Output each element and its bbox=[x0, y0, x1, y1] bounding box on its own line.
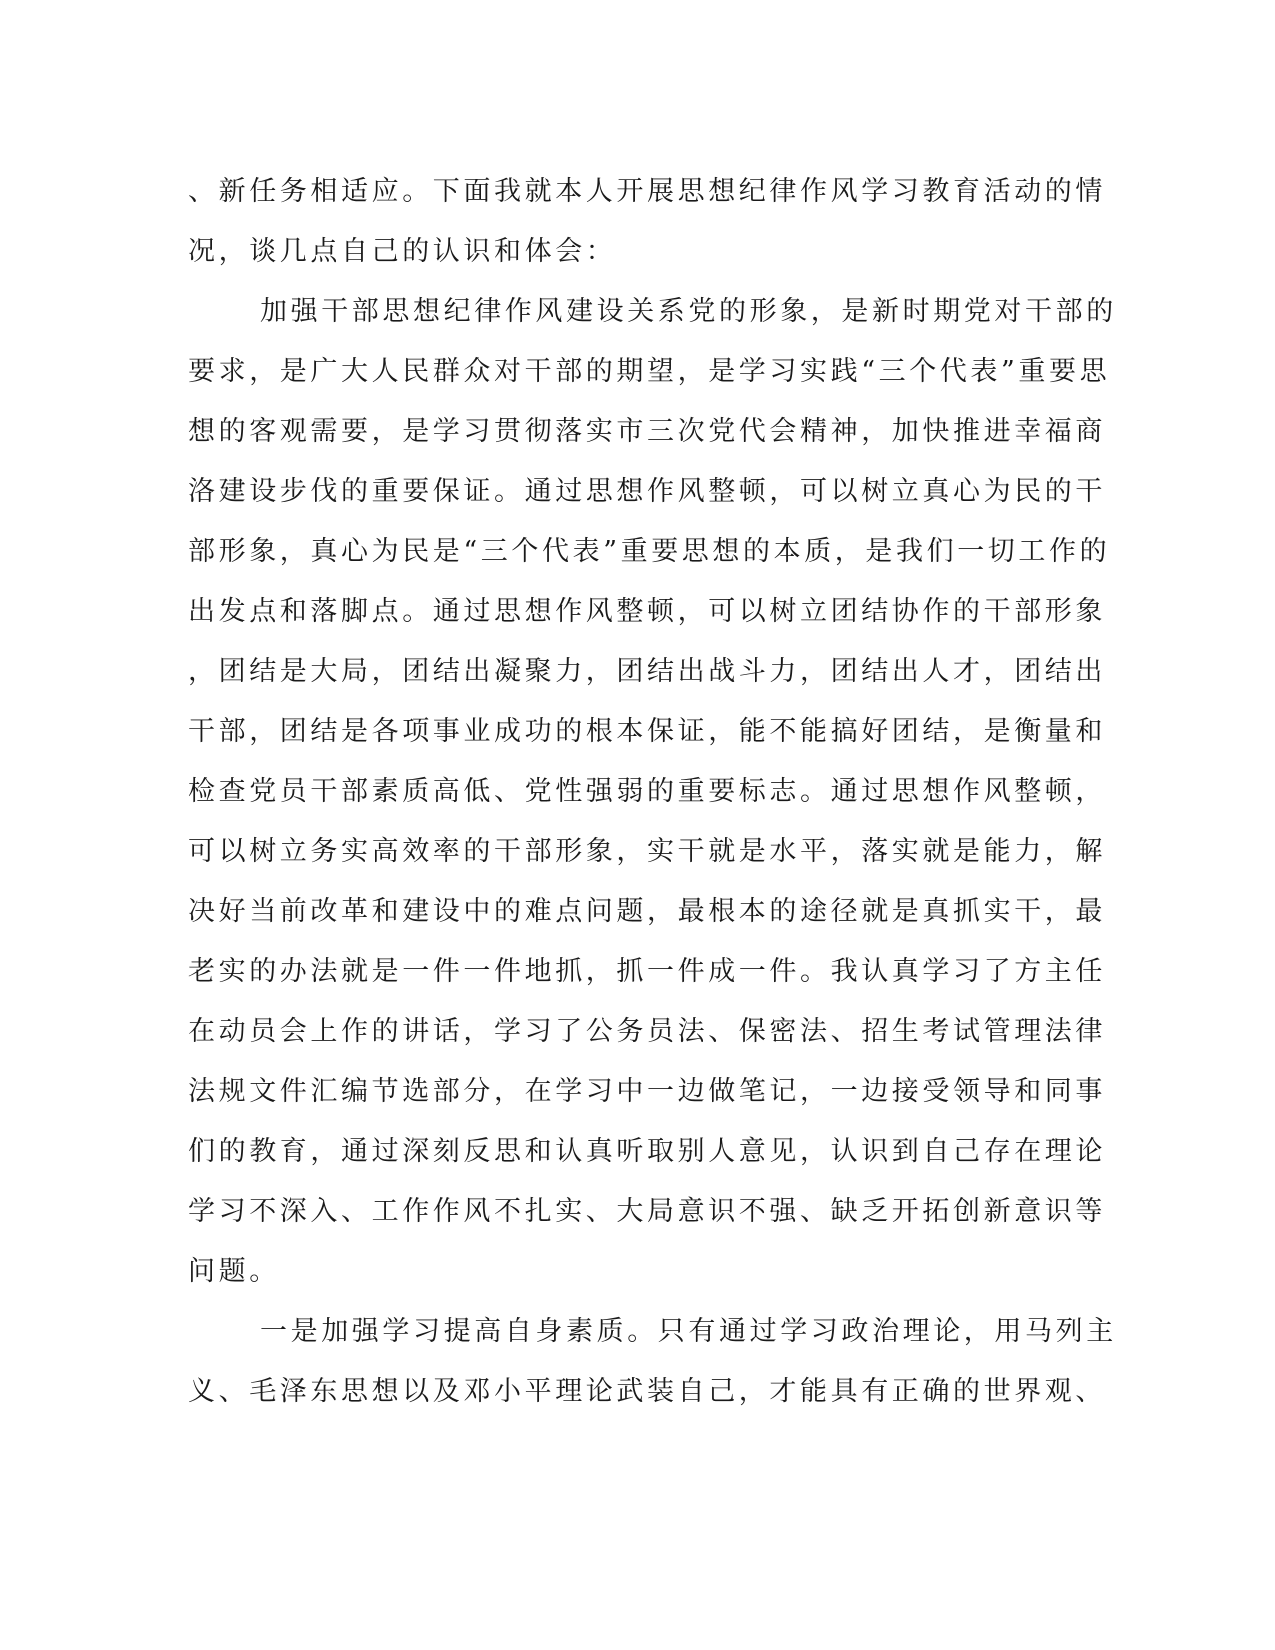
text-line: 法规文件汇编节选部分，在学习中一边做笔记，一边接受领导和同事 bbox=[188, 1076, 1106, 1107]
text-line: 部形象，真心为民是“三个代表”重要思想的本质，是我们一切工作的 bbox=[188, 536, 1111, 567]
text-line: 义、毛泽东思想以及邓小平理论武装自己，才能具有正确的世界观、 bbox=[188, 1376, 1106, 1407]
text-line: 老实的办法就是一件一件地抓，抓一件成一件。我认真学习了方主任 bbox=[188, 956, 1106, 987]
text-line: ，团结是大局，团结出凝聚力，团结出战斗力，团结出人才，团结出 bbox=[188, 656, 1106, 687]
text-line: 想的客观需要，是学习贯彻落实市三次党代会精神，加快推进幸福商 bbox=[188, 416, 1106, 447]
text-line: 要求，是广大人民群众对干部的期望，是学习实践“三个代表”重要思 bbox=[188, 356, 1111, 387]
text-line: 出发点和落脚点。通过思想作风整顿，可以树立团结协作的干部形象 bbox=[188, 596, 1106, 627]
paragraph bbox=[188, 1302, 1117, 1422]
text-line: 一是加强学习提高自身素质。只有通过学习政治理论，用马列主 bbox=[260, 1316, 1117, 1347]
paragraph bbox=[188, 162, 1106, 282]
text-line: 加强干部思想纪律作风建设关系党的形象，是新时期党对干部的 bbox=[260, 296, 1117, 327]
document-body bbox=[188, 162, 1117, 1422]
text-line: 洛建设步伐的重要保证。通过思想作风整顿，可以树立真心为民的干 bbox=[188, 476, 1106, 507]
text-line: 在动员会上作的讲话，学习了公务员法、保密法、招生考试管理法律 bbox=[188, 1016, 1106, 1047]
text-line: 问题。 bbox=[188, 1256, 280, 1287]
text-line: 们的教育，通过深刻反思和认真听取别人意见，认识到自己存在理论 bbox=[188, 1136, 1106, 1167]
text-line: 检查党员干部素质高低、党性强弱的重要标志。通过思想作风整顿， bbox=[188, 776, 1106, 807]
text-line: 可以树立务实高效率的干部形象，实干就是水平，落实就是能力，解 bbox=[188, 836, 1106, 867]
text-line: 况，谈几点自己的认识和体会： bbox=[188, 236, 617, 267]
text-line: 决好当前改革和建设中的难点问题，最根本的途径就是真抓实干，最 bbox=[188, 896, 1106, 927]
text-line: 干部，团结是各项事业成功的根本保证，能不能搞好团结，是衡量和 bbox=[188, 716, 1106, 747]
text-line: 、新任务相适应。下面我就本人开展思想纪律作风学习教育活动的情 bbox=[188, 176, 1106, 207]
text-line: 学习不深入、工作作风不扎实、大局意识不强、缺乏开拓创新意识等 bbox=[188, 1196, 1106, 1227]
paragraph bbox=[188, 282, 1117, 1302]
